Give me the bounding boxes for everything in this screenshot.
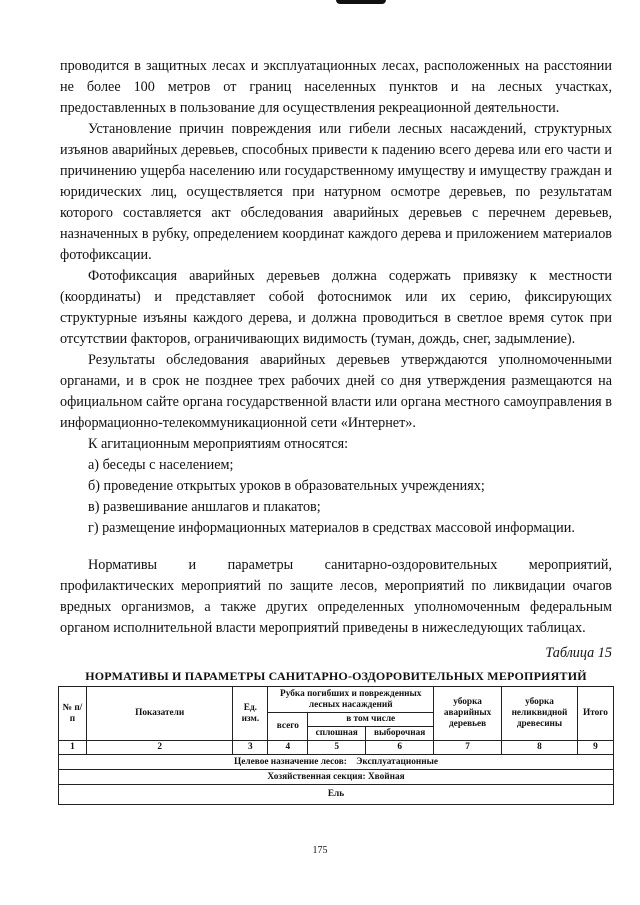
- table-row: [59, 785, 614, 805]
- row-economic-section: Хозяйственная секция: Хвойная: [59, 770, 614, 785]
- list-item-a: а) беседы с населением;: [88, 457, 234, 473]
- row-species: Ель: [59, 785, 614, 805]
- table-row: [59, 755, 614, 770]
- header-including: в том числе: [308, 713, 434, 727]
- col-num-2: 2: [86, 741, 233, 755]
- paragraph-5: К агитационным мероприятиям относятся:: [88, 436, 349, 452]
- header-itogo: Итого: [577, 687, 613, 741]
- header-row-1: [59, 687, 614, 713]
- header-selective: выборочная: [366, 727, 434, 741]
- col-num-4: 4: [268, 741, 308, 755]
- col-num-6: 6: [366, 741, 434, 755]
- list-item-d: г) размещение информационных материалов в средствах массовой информации.: [88, 520, 575, 536]
- list-item-b: б) проведение открытых уроков в образовательных учреждениях;: [88, 478, 485, 494]
- table-title: НОРМАТИВЫ И ПАРАМЕТРЫ САНИТАРНО-ОЗДОРОВИТЕЛЬНЫХ МЕРОПРИЯТИЙ: [85, 669, 587, 683]
- col-num-3: 3: [233, 741, 268, 755]
- header-unit: Ед. изм.: [233, 687, 268, 741]
- row-forest-purpose: Целевое назначение лесов: Эксплуатационные: [59, 755, 614, 770]
- closing-paragraph: Нормативы и параметры санитарно-оздоровительных мероприятий, профилактических мероприятий по защите лесов, мероприятий по ликвидации очагов вредных организмов, а также других определенных уполномоченным федеральным органом исполнительной власти мероприятий приведены в нижеследующих таблицах.: [60, 557, 612, 636]
- table-label: Таблица 15: [545, 645, 612, 661]
- paragraph-2: Установление причин повреждения или гибели лесных насаждений, структурных изъянов аварийных деревьев, способных привести к падению всего дерева или его части и причинению ущерба населению или государственному имуществу и имуществу граждан и юридических лиц, осуществляется при натурном осмотре деревьев, по результатам которого составляется акт обследования аварийных деревьев с перечнем деревьев, назначенных в рубку, определением координат каждого дерева и приложением материалов фотофиксации.: [60, 121, 612, 263]
- header-clear: сплошная: [308, 727, 366, 741]
- column-number-row: [59, 741, 614, 755]
- paragraph-4: Результаты обследования аварийных деревьев утверждаются уполномоченными органами, и в срок не позднее трех рабочих дней со дня утверждения размещаются на официальном сайте органа государственной власти или органа местного самоуправления в информационно-телекоммуникационной сети «Интернет».: [60, 352, 612, 431]
- norms-table: [58, 686, 614, 805]
- header-indicators: Показатели: [86, 687, 233, 741]
- paragraph-3: Фотофиксация аварийных деревьев должна содержать привязку к местности (координаты) и представляет собой фотоснимок или их серию, фиксирующих структурные изъяны каждого дерева, и должна проводиться в светлое время суток при отсутствии факторов, ограничивающих видимость (туман, дождь, снег, задымление).: [60, 268, 612, 347]
- col-num-9: 9: [577, 741, 613, 755]
- header-num: № п/п: [59, 687, 87, 741]
- header-felling-group: Рубка погибших и поврежденных лесных насаждений: [268, 687, 434, 713]
- header-unliquid: уборка неликвидной древесины: [502, 687, 578, 741]
- paragraph-1: проводится в защитных лесах и эксплуатационных лесах, расположенных на расстоянии не более 100 метров от границ населенных пунктов и на лесных участках, предоставленных в пользование для осуществления рекреационной деятельности.: [60, 58, 612, 116]
- col-num-1: 1: [59, 741, 87, 755]
- page-number: 175: [312, 845, 328, 856]
- header-emergency: уборка аварийных деревьев: [434, 687, 502, 741]
- list-item-c: в) развешивание аншлагов и плакатов;: [88, 499, 321, 515]
- header-total: всего: [268, 713, 308, 741]
- spacer: [60, 539, 612, 555]
- scan-mark: [336, 0, 386, 4]
- col-num-7: 7: [434, 741, 502, 755]
- table-row: [59, 770, 614, 785]
- document-page: [60, 56, 612, 805]
- col-num-8: 8: [502, 741, 578, 755]
- col-num-5: 5: [308, 741, 366, 755]
